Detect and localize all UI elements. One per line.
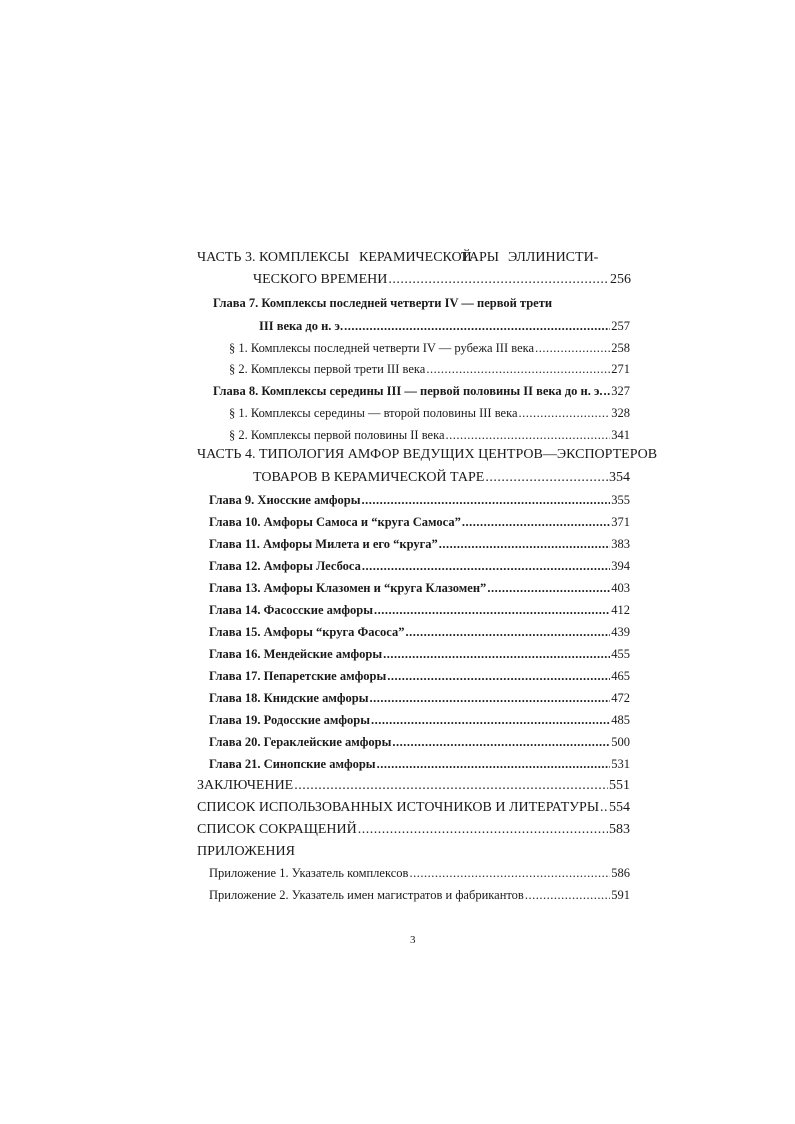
toc-page: 485 — [611, 713, 630, 727]
leader-dots — [344, 319, 610, 334]
toc-title: § 2. Комплексы первой трети III века — [229, 362, 426, 376]
toc-entry-chapter[interactable] — [209, 559, 630, 574]
toc-entry-conclusion[interactable] — [197, 778, 630, 794]
toc-page: 531 — [611, 757, 630, 771]
toc-page: 341 — [611, 428, 630, 442]
toc-title: Глава 15. Амфоры “круга Фасоса” — [209, 625, 405, 639]
toc-title: Глава 9. Хиосские амфоры — [209, 493, 361, 507]
toc-title: Глава 8. Комплексы середины III — первой половины II века до н. э. — [213, 384, 603, 398]
toc-title: Глава 12. Амфоры Лесбоса — [209, 559, 361, 573]
toc-page: 500 — [611, 735, 630, 749]
toc-page: 583 — [609, 822, 630, 837]
leader-dots — [600, 800, 608, 816]
part4-heading-line1: ЧАСТЬ 4. ТИПОЛОГИЯ АМФОР ВЕДУЩИХ ЦЕНТРОВ—ЭКСПОРТЕРОВ — [197, 447, 658, 462]
leader-dots — [603, 384, 610, 399]
leader-dots — [462, 515, 610, 530]
toc-page: 271 — [611, 362, 630, 376]
toc-page: 371 — [611, 515, 630, 529]
leader-dots — [371, 713, 610, 728]
toc-title: СПИСОК ИСПОЛЬЗОВАННЫХ ИСТОЧНИКОВ И ЛИТЕРАТУРЫ — [197, 800, 600, 815]
toc-title: Глава 10. Амфоры Самоса и “круга Самоса” — [209, 515, 461, 529]
toc-title: Приложение 1. Указатель комплексов — [209, 866, 409, 880]
leader-dots — [388, 272, 609, 288]
leader-dots — [383, 647, 610, 662]
toc-entry-chapter[interactable] — [209, 493, 630, 508]
leader-dots — [358, 822, 608, 838]
toc-title: Глава 14. Фасосские амфоры — [209, 603, 374, 617]
leader-dots — [387, 669, 610, 684]
toc-entry-abbreviations[interactable] — [197, 822, 630, 838]
toc-entry-sources[interactable] — [197, 800, 630, 816]
toc-title: Глава 21. Синопские амфоры — [209, 757, 376, 771]
leader-dots — [426, 362, 610, 377]
toc-entry-ch7[interactable] — [259, 319, 630, 334]
toc-entry-chapter[interactable] — [209, 735, 630, 750]
toc-page: 439 — [611, 625, 630, 639]
toc-title: Приложение 2. Указатель имен магистратов и фабрикантов — [209, 888, 524, 902]
part3-word-1: ЧАСТЬ 3. КОМПЛЕКСЫ — [197, 250, 350, 265]
leader-dots — [369, 691, 610, 706]
leader-dots — [405, 625, 610, 640]
toc-page: 551 — [609, 778, 630, 793]
leader-dots — [446, 428, 611, 443]
toc-title: III века до н. э. — [259, 319, 344, 333]
toc-page: 586 — [611, 866, 630, 880]
toc-title: Глава 17. Пепаретские амфоры — [209, 669, 387, 683]
toc-title: ЗАКЛЮЧЕНИЕ — [197, 778, 294, 793]
toc-title: Глава 11. Амфоры Милета и его “круга” — [209, 537, 438, 551]
toc-heading-appendices: ПРИЛОЖЕНИЯ — [197, 844, 295, 859]
toc-entry-ch7-s1[interactable] — [229, 341, 630, 356]
toc-title: § 1. Комплексы середины — второй половины III века — [229, 406, 518, 420]
toc-entry-chapter[interactable] — [209, 647, 630, 662]
toc-entry-chapter[interactable] — [209, 515, 630, 530]
toc-page: 256 — [610, 272, 631, 287]
toc-page: 465 — [611, 669, 630, 683]
toc-page: 554 — [609, 800, 630, 815]
toc-entry-ch8-s1[interactable] — [229, 406, 630, 421]
toc-entry-ch8-s2[interactable] — [229, 428, 630, 443]
toc-title: ТОВАРОВ В КЕРАМИЧЕСКОЙ ТАРЕ — [253, 470, 485, 485]
toc-page: 258 — [611, 341, 630, 355]
toc-page: 472 — [611, 691, 630, 705]
part3-word-2: КЕРАМИЧЕСКОЙ — [359, 250, 472, 265]
toc-title: Глава 18. Книдские амфоры — [209, 691, 369, 705]
toc-entry-chapter[interactable] — [209, 713, 630, 728]
leader-dots — [439, 537, 610, 552]
toc-title: Глава 20. Гераклейские амфоры — [209, 735, 392, 749]
toc-page: 328 — [611, 406, 630, 420]
leader-dots — [519, 406, 611, 421]
toc-entry-chapter[interactable] — [209, 669, 630, 684]
leader-dots — [525, 888, 610, 903]
toc-page: 455 — [611, 647, 630, 661]
toc-entry-part4[interactable] — [253, 470, 630, 486]
page-number: 3 — [410, 934, 416, 946]
leader-dots — [392, 735, 610, 750]
toc-entry-ch7-line1: Глава 7. Комплексы последней четверти IV — первой трети — [213, 296, 553, 310]
part3-word-3: ТАРЫ — [461, 250, 499, 265]
part3-word-4: ЭЛЛИНИСТИ- — [508, 250, 599, 265]
toc-entry-ch7-s2[interactable] — [229, 362, 630, 377]
toc-title: СПИСОК СОКРАЩЕНИЙ — [197, 822, 357, 837]
toc-title: § 2. Комплексы первой половины II века — [229, 428, 445, 442]
toc-title: ЧЕСКОГО ВРЕМЕНИ — [253, 272, 388, 287]
toc-entry-chapter[interactable] — [209, 757, 630, 772]
toc-entry-chapter[interactable] — [209, 603, 630, 618]
toc-title: § 1. Комплексы последней четверти IV — рубежа III века — [229, 341, 535, 355]
leader-dots — [374, 603, 610, 618]
toc-page: 403 — [611, 581, 630, 595]
leader-dots — [409, 866, 610, 881]
toc-page: 257 — [611, 319, 630, 333]
toc-entry-ch8[interactable] — [213, 384, 630, 399]
leader-dots — [362, 559, 610, 574]
toc-page: 327 — [611, 384, 630, 398]
toc-page: 383 — [611, 537, 630, 551]
toc-entry-appendix[interactable] — [209, 866, 630, 881]
leader-dots — [361, 493, 610, 508]
toc-entry-chapter[interactable] — [209, 625, 630, 640]
toc-entry-chapter[interactable] — [209, 581, 630, 596]
toc-entry-part3[interactable] — [253, 272, 631, 288]
leader-dots — [535, 341, 610, 356]
toc-page: 412 — [611, 603, 630, 617]
toc-title: Глава 13. Амфоры Клазомен и “круга Клазомен” — [209, 581, 487, 595]
toc-title: Глава 16. Мендейские амфоры — [209, 647, 383, 661]
leader-dots — [377, 757, 611, 772]
leader-dots — [294, 778, 608, 794]
toc-entry-chapter[interactable] — [209, 537, 630, 552]
toc-page: 591 — [611, 888, 630, 902]
toc-page: 354 — [609, 470, 630, 485]
toc-entry-chapter[interactable] — [209, 691, 630, 706]
leader-dots — [487, 581, 610, 596]
toc-page: 394 — [611, 559, 630, 573]
toc-entry-appendix[interactable] — [209, 888, 630, 903]
toc-page: 355 — [611, 493, 630, 507]
leader-dots — [485, 470, 608, 486]
toc-title: Глава 19. Родосские амфоры — [209, 713, 371, 727]
